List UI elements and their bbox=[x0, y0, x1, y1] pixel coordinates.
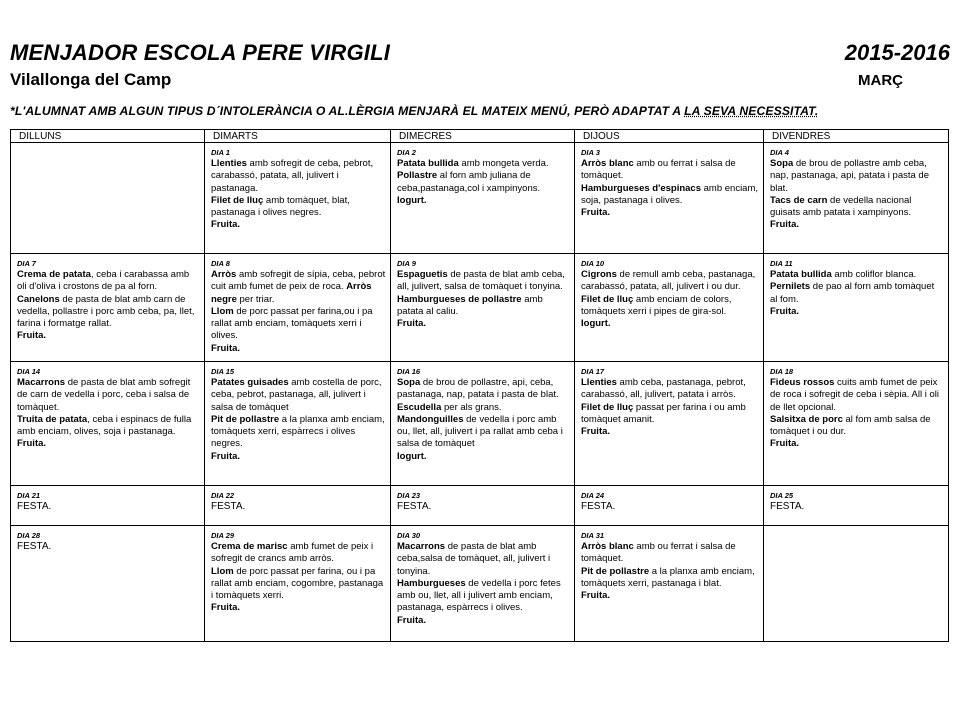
dish-description: de pasta de blat amb ceba, all, julivert, salsa de tomàquet i tonyina. bbox=[397, 269, 565, 293]
school-year: 2015-2016 bbox=[844, 40, 950, 65]
weekday-header: DIMECRES bbox=[391, 130, 575, 143]
day-label: DIA 22 bbox=[211, 491, 235, 500]
weekday-header: DIVENDRES bbox=[764, 130, 949, 143]
dish-description: amb tomàquet, blat, pastanaga i olives negres. bbox=[211, 194, 350, 219]
day-cell bbox=[575, 526, 764, 642]
week-row bbox=[11, 143, 949, 254]
day-label: DIA 9 bbox=[397, 259, 416, 268]
menu-text bbox=[581, 158, 759, 219]
menu-text bbox=[581, 377, 759, 438]
day-cell bbox=[11, 526, 205, 642]
day-cell bbox=[575, 254, 764, 362]
dish-description: de vedella i porc amb ou, llet, all, julivert i pa rallat amb ceba i salsa de tomàquet bbox=[397, 413, 563, 450]
page-title: MENJADOR ESCOLA PERE VIRGILI bbox=[10, 40, 391, 65]
dish-name: Crema de marisc bbox=[211, 541, 288, 552]
menu-text bbox=[211, 269, 386, 355]
weekday-header: DILLUNS bbox=[11, 130, 205, 143]
dish-name: Patata bullida bbox=[770, 269, 832, 280]
dish-description: amb mongeta verda. bbox=[458, 158, 549, 169]
dish-name: Crema de patata bbox=[17, 269, 91, 280]
dish-description: , ceba i carabassa amb oli d'oliva i crostons de pa al forn. bbox=[17, 269, 190, 293]
day-label: DIA 28 bbox=[17, 531, 41, 540]
dish-description: de vedella i porc fetes amb ou, llet, all i julivert amb enciam, pastanaga, espàrrecs i olives. bbox=[397, 577, 561, 614]
holiday-text: FESTA. bbox=[770, 501, 805, 512]
allergy-note-start: *L'ALUMNAT AMB ALGUN TIPUS D´INTOLERÀNCIA O AL.LÈRGIA MENJARÀ EL MATEIX MENÚ, PERÒ ADAPTAT A bbox=[10, 104, 685, 118]
holiday-text: FESTA. bbox=[397, 501, 432, 512]
day-cell bbox=[205, 254, 391, 362]
dish-name: Arròs bbox=[211, 269, 237, 280]
dish-description: amb patata al caliu. bbox=[397, 293, 543, 317]
subtitle-row bbox=[10, 70, 950, 92]
day-cell bbox=[575, 486, 764, 526]
village-name: Vilallonga del Camp bbox=[10, 70, 172, 89]
dish-description: de porc passat per farina, ou i pa rallat amb enciam, cogombre, pastanaga i tomàquets xerri. bbox=[211, 565, 384, 602]
day-label: DIA 29 bbox=[211, 531, 235, 540]
holiday-text: FESTA. bbox=[581, 501, 616, 512]
menu-text bbox=[581, 541, 759, 602]
dish-name: Fruita. bbox=[770, 305, 800, 317]
dish-description: passat per farina i ou amb tomàquet amanit. bbox=[581, 401, 746, 425]
dish-name: Filet de lluç bbox=[581, 293, 634, 305]
dish-name: Fruita. bbox=[397, 614, 427, 626]
day-cell bbox=[205, 143, 391, 254]
dish-description: amb fumet de peix i sofregit de crancs amb arròs. bbox=[211, 541, 374, 565]
allergy-note-end: LA SEVA NECESSITAT. bbox=[684, 104, 819, 118]
day-cell bbox=[391, 362, 575, 486]
dish-name: Fruita. bbox=[581, 207, 611, 219]
dish-name: Arròs blanc bbox=[581, 158, 634, 169]
menu-text bbox=[397, 541, 570, 627]
dish-name: Macarrons bbox=[17, 377, 66, 388]
dish-name: Tacs de carn bbox=[770, 194, 828, 206]
day-label: DIA 3 bbox=[581, 148, 600, 157]
dish-name: Mandonguilles bbox=[397, 413, 464, 425]
dish-name: Iogurt. bbox=[397, 194, 427, 206]
dish-name: Iogurt. bbox=[397, 450, 427, 462]
day-cell bbox=[11, 486, 205, 526]
dish-name: Arròs negre bbox=[211, 281, 372, 305]
day-label: DIA 4 bbox=[770, 148, 789, 157]
dish-description: de brou de pollastre, api, ceba, pastanaga, nap, patata i pasta de blat. bbox=[397, 377, 559, 401]
holiday-text: FESTA. bbox=[17, 541, 52, 552]
day-label: DIA 24 bbox=[581, 491, 605, 500]
day-cell bbox=[391, 486, 575, 526]
day-cell bbox=[764, 254, 949, 362]
day-cell bbox=[575, 143, 764, 254]
menu-text bbox=[211, 541, 386, 615]
day-label: DIA 17 bbox=[581, 367, 605, 376]
dish-description: per triar. bbox=[236, 293, 275, 305]
dish-description: de pasta de blat amb carn de vedella, pollastre i porc amb ceba, pa, llet, farina i formatge rallat. bbox=[17, 293, 195, 330]
dish-description: amb sofregit de sípia, ceba, pebrot cuit amb fumet de peix de roca. bbox=[211, 269, 386, 293]
day-cell bbox=[764, 143, 949, 254]
dish-name: Pollastre bbox=[397, 170, 438, 182]
day-cell bbox=[764, 526, 949, 642]
dish-description: cuits amb fumet de peix de roca i sofregit de ceba i sèpia. All i oli de llet opcional. bbox=[770, 377, 939, 413]
dish-name: Fideus rossos bbox=[770, 377, 835, 388]
menu-table bbox=[10, 129, 949, 642]
dish-description: amb costella de porc, ceba, pebrot, pastanaga, all, julivert i salsa de tomàquet bbox=[211, 377, 382, 413]
dish-name: Fruita. bbox=[211, 342, 241, 354]
week-row bbox=[11, 254, 949, 362]
holiday-text: FESTA. bbox=[211, 501, 246, 512]
dish-name: Cigrons bbox=[581, 269, 617, 280]
weekday-header-row bbox=[11, 130, 949, 143]
menu-text bbox=[17, 269, 200, 343]
menu-text bbox=[581, 269, 759, 330]
dish-name: Llenties bbox=[211, 158, 247, 169]
menu-text bbox=[17, 377, 200, 451]
dish-description: de remull amb ceba, pastanaga, carabassó, patata, all, julivert i ou dur. bbox=[581, 269, 756, 293]
day-label: DIA 31 bbox=[581, 531, 605, 540]
weekday-header: DIJOUS bbox=[575, 130, 764, 143]
day-label: DIA 11 bbox=[770, 259, 793, 268]
menu-text bbox=[770, 158, 944, 232]
dish-name: Fruita. bbox=[211, 219, 241, 231]
dish-name: Llenties bbox=[581, 377, 617, 388]
dish-description: amb enciam de colors, tomàquets xerri i pipes de gira-sol. bbox=[581, 293, 732, 317]
dish-description: al forn amb juliana de ceba,pastanaga,col i xampinyons. bbox=[397, 170, 541, 194]
dish-name: Fruita. bbox=[17, 330, 47, 342]
dish-name: Fruita. bbox=[211, 602, 241, 614]
day-label: DIA 16 bbox=[397, 367, 421, 376]
dish-name: Hamburgueses d'espinacs bbox=[581, 182, 701, 194]
day-label: DIA 2 bbox=[397, 148, 416, 157]
dish-description: de brou de pollastre amb ceba, nap, pastanaga, api, patata i pasta de blat. bbox=[770, 158, 929, 194]
day-label: DIA 10 bbox=[581, 259, 605, 268]
dish-description: amb ceba, pastanaga, pebrot, carabassó, all, julivert, patata i arròs. bbox=[581, 377, 746, 401]
menu-text bbox=[397, 377, 570, 463]
dish-name: Arròs blanc bbox=[581, 541, 634, 552]
day-label: DIA 23 bbox=[397, 491, 421, 500]
dish-name: Iogurt. bbox=[581, 318, 611, 330]
dish-description: de vedella nacional guisats amb patata i xampinyons. bbox=[770, 194, 912, 219]
dish-name: Fruita. bbox=[581, 590, 611, 602]
dish-name: Fruita. bbox=[581, 426, 611, 438]
day-cell bbox=[205, 362, 391, 486]
day-label: DIA 14 bbox=[17, 367, 41, 376]
dish-name: Pit de pollastre bbox=[211, 413, 280, 425]
dish-name: Patata bullida bbox=[397, 158, 459, 169]
holiday-text: FESTA. bbox=[17, 501, 52, 512]
menu-text bbox=[211, 158, 386, 232]
dish-description: de pasta de blat amb sofregit de carn de vedella i porc, ceba i salsa de tomàquet. bbox=[17, 377, 191, 413]
month-label: MARÇ bbox=[858, 72, 903, 89]
day-cell bbox=[764, 486, 949, 526]
dish-name: Hamburgueses de pollastre bbox=[397, 293, 522, 305]
dish-description: , ceba i espinacs de fulla amb enciam, olives, soja i pastanaga. bbox=[17, 413, 192, 438]
dish-name: Sopa bbox=[770, 158, 794, 169]
dish-name: Sopa bbox=[397, 377, 421, 388]
day-label: DIA 25 bbox=[770, 491, 794, 500]
dish-name: Pit de pollastre bbox=[581, 565, 650, 577]
day-label: DIA 18 bbox=[770, 367, 794, 376]
dish-name: Fruita. bbox=[211, 450, 241, 462]
day-label: DIA 8 bbox=[211, 259, 230, 268]
dish-name: Filet de lluç bbox=[581, 401, 634, 413]
dish-name: Truita de patata bbox=[17, 413, 88, 425]
day-label: DIA 15 bbox=[211, 367, 235, 376]
dish-name: Llom bbox=[211, 565, 234, 577]
day-cell bbox=[205, 486, 391, 526]
dish-name: Canelons bbox=[17, 293, 60, 305]
day-cell bbox=[764, 362, 949, 486]
dish-name: Hamburgueses bbox=[397, 577, 466, 589]
menu-text bbox=[211, 377, 386, 463]
day-cell bbox=[391, 526, 575, 642]
dish-name: Fruita. bbox=[770, 438, 800, 450]
dish-description: amb ou ferrat i salsa de tomàquet. bbox=[581, 541, 736, 565]
day-cell bbox=[11, 143, 205, 254]
dish-name: Llom bbox=[211, 305, 234, 317]
day-cell bbox=[11, 362, 205, 486]
dish-description: amb coliflor blanca. bbox=[831, 269, 917, 280]
dish-name: Salsitxa de porc bbox=[770, 413, 843, 425]
dish-name: Patates guisades bbox=[211, 377, 289, 388]
menu-text bbox=[770, 377, 944, 451]
dish-description: amb ou ferrat i salsa de tomàquet. bbox=[581, 158, 736, 182]
week-row bbox=[11, 486, 949, 526]
week-row bbox=[11, 362, 949, 486]
dish-description: de pasta de blat amb ceba,salsa de tomàquet, all, julivert i tonyina. bbox=[397, 541, 551, 577]
weekday-header: DIMARTS bbox=[205, 130, 391, 143]
menu-text bbox=[397, 269, 570, 330]
day-cell bbox=[391, 143, 575, 254]
dish-name: Filet de lluç bbox=[211, 194, 264, 206]
dish-description: amb enciam, soja, pastanaga i olives. bbox=[581, 182, 759, 206]
day-label: DIA 21 bbox=[17, 491, 41, 500]
day-cell bbox=[11, 254, 205, 362]
dish-description: al fom amb salsa de tomàquet i ou dur. bbox=[770, 413, 931, 438]
week-row bbox=[11, 526, 949, 642]
dish-name: Fruita. bbox=[397, 318, 427, 330]
day-label: DIA 1 bbox=[211, 148, 230, 157]
dish-description: per als grans. bbox=[441, 401, 502, 413]
dish-description: de pao al forn amb tomàquet al fom. bbox=[770, 281, 935, 305]
dish-name: Fruita. bbox=[770, 219, 800, 231]
menu-text bbox=[397, 158, 570, 207]
dish-description: a la planxa amb enciam, tomàquets xerri, espàrrecs i olives negres. bbox=[211, 413, 385, 450]
dish-name: Macarrons bbox=[397, 541, 446, 552]
day-label: DIA 7 bbox=[17, 259, 36, 268]
title-row bbox=[10, 40, 950, 66]
dish-description: a la planxa amb enciam, tomàquets xerri, pastanaga i blat. bbox=[581, 565, 755, 589]
day-cell bbox=[391, 254, 575, 362]
day-cell bbox=[575, 362, 764, 486]
day-label: DIA 30 bbox=[397, 531, 421, 540]
dish-name: Fruita. bbox=[17, 438, 47, 450]
dish-name: Pernilets bbox=[770, 281, 811, 293]
menu-text bbox=[770, 269, 944, 318]
allergy-note bbox=[10, 104, 818, 118]
dish-description: de porc passat per farina,ou i pa rallat amb enciam, tomàquets xerri i olives. bbox=[211, 305, 373, 342]
dish-name: Escudella bbox=[397, 401, 442, 413]
dish-description: amb sofregit de ceba, pebrot, carabassó, patata, all, julivert i pastanaga. bbox=[211, 158, 374, 194]
day-cell bbox=[205, 526, 391, 642]
dish-name: Espaguetis bbox=[397, 269, 448, 280]
